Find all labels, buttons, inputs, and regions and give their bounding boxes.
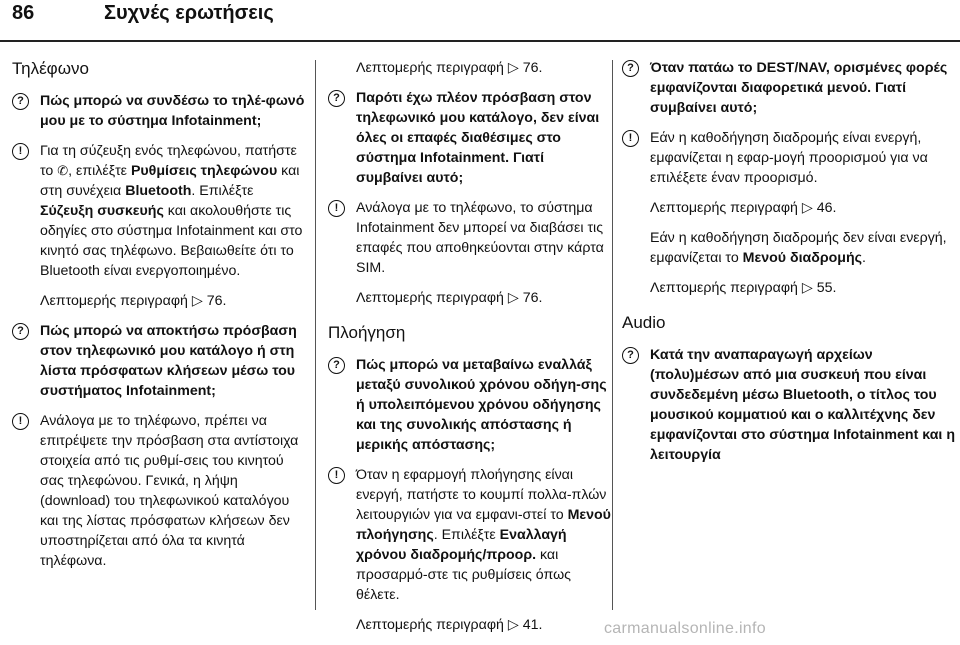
page-header xyxy=(0,0,960,42)
triangle-right-icon: ▷ xyxy=(801,200,813,216)
answer-continuation xyxy=(622,228,956,268)
answer-fragment: . Επιλέξτε xyxy=(433,527,500,543)
question-pair-phone xyxy=(12,91,306,131)
page-title: Συχνές ερωτήσεις xyxy=(104,2,274,24)
reference-line: Λεπτομερής περιγραφή ▷ 41. xyxy=(356,617,543,633)
column-2 xyxy=(328,58,611,645)
answer-fragment: και προσαρμό-στε τις ρυθμίσεις όπως θέλετε. xyxy=(356,547,571,603)
reference-page[interactable]: 41 xyxy=(522,617,539,633)
triangle-right-icon: ▷ xyxy=(507,60,519,76)
question-pair-contacts xyxy=(12,321,306,401)
question-pair-navigation xyxy=(328,355,611,455)
answer-fragment: Για τη σύζευξη ενός τηλεφώνου, πατήστε το xyxy=(40,143,297,179)
menu-term: Μενού διαδρομής xyxy=(742,250,863,266)
question-text: Όταν πατάω το DEST/NAV, ορισμένες φορές εμφανίζονται διαφορετικά μενού. Γιατί συμβαίνει αυτό; xyxy=(650,60,948,116)
reference-page[interactable]: 55 xyxy=(816,280,833,296)
menu-term: Σύζευξη συσκευής xyxy=(40,203,164,219)
answer-fragment: και στη συνέχεια xyxy=(40,163,300,199)
question-text: Παρότι έχω πλέον πρόσβαση στον τηλεφωνικό μου κατάλογο, δεν είναι όλες οι επαφές διαθέσιμες στο σύστημα Infotainment. Γιατί συμβαίνει αυτό; xyxy=(356,90,600,186)
watermark: carmanualsonline.info xyxy=(604,620,766,637)
question-pair-dest-nav xyxy=(622,58,956,118)
question-circle-icon: ? xyxy=(622,347,639,364)
triangle-right-icon: ▷ xyxy=(191,293,203,309)
reference-line: Λεπτομερής περιγραφή ▷ 46. xyxy=(650,200,837,216)
answer-fragment: και ακολουθήστε τις οδηγίες στο σύστημα Infotainment και στο κινητό σας τηλέφωνο. Βεβαιωθείτε ότι το Bluetooth είναι ενεργοποιημένο. xyxy=(40,203,303,279)
answer-text: Ανάλογα με το τηλέφωνο, πρέπει να επιτρέψετε την πρόσβαση στα αντίστοιχα στοιχεία από τις ρυθμί-σεις του κινητού σας τηλεφώνου. Γενικά, η λήψη (download) του τηλεφωνικού καταλόγου και της λίστας πρόσφατων κλήσεων δεν υποστηρίζεται από όλα τα κινητά τηλέφωνα. xyxy=(40,413,299,569)
section-heading-phone: Τηλέφωνο xyxy=(12,59,89,78)
reference-page[interactable]: 76 xyxy=(522,290,539,306)
section-heading-navigation: Πλοήγηση xyxy=(328,323,406,342)
page-number: 86 xyxy=(12,2,35,24)
reference-line: Λεπτομερής περιγραφή ▷ 76. xyxy=(356,60,543,76)
reference-line: Λεπτομερής περιγραφή ▷ 76. xyxy=(356,290,543,306)
answer-fragment: , επιλέξτε xyxy=(68,163,131,179)
answer-pair-sim xyxy=(328,198,611,278)
triangle-right-icon: ▷ xyxy=(801,280,813,296)
answer-fragment: . xyxy=(862,250,866,266)
menu-term: Ρυθμίσεις τηλεφώνου xyxy=(130,163,278,179)
answer-pair-navigation xyxy=(328,465,611,605)
triangle-right-icon: ▷ xyxy=(507,290,519,306)
column-1 xyxy=(12,58,306,581)
question-pair-audio xyxy=(622,345,956,465)
answer-text: Εάν η καθοδήγηση διαδρομής είναι ενεργή, εμφανίζεται η εφαρ-μογή προορισμού για να επιλέξετε έναν προορισμό. xyxy=(650,130,928,186)
reference-text: Λεπτομερής περιγραφή xyxy=(650,280,802,296)
info-circle-icon: ! xyxy=(12,143,29,160)
answer-fragment: Όταν η εφαρμογή πλοήγησης είναι ενεργή, πατήστε το κουμπί πολλα-πλών λειτουργιών για να εμφανι-στεί το xyxy=(356,467,607,523)
question-circle-icon: ? xyxy=(328,90,345,107)
column-divider-2 xyxy=(612,60,613,610)
reference-line: Λεπτομερής περιγραφή ▷ 76. xyxy=(40,293,227,309)
reference-text: Λεπτομερής περιγραφή xyxy=(356,617,508,633)
question-circle-icon: ? xyxy=(12,93,29,110)
info-circle-icon: ! xyxy=(328,467,345,484)
triangle-right-icon: ▷ xyxy=(507,617,519,633)
info-circle-icon: ! xyxy=(622,130,639,147)
question-pair-sim xyxy=(328,88,611,188)
reference-text: Λεπτομερής περιγραφή xyxy=(650,200,802,216)
answer-fragment: Εάν η καθοδήγηση διαδρομής δεν είναι ενεργή, εμφανίζεται το xyxy=(650,230,947,266)
question-circle-icon: ? xyxy=(328,357,345,374)
answer-text: Ανάλογα με το τηλέφωνο, το σύστημα Infotainment δεν μπορεί να διαβάσει τις επαφές που αποθηκεύονται στην κάρτα SIM. xyxy=(356,200,604,276)
reference-page[interactable]: 76 xyxy=(206,293,223,309)
question-text: Πώς μπορώ να αποκτήσω πρόσβαση στον τηλεφωνικό μου κατάλογο ή στη λίστα πρόσφατων κλήσεων μέσω του συστήματος Infotainment; xyxy=(40,323,297,399)
reference-text: Λεπτομερής περιγραφή xyxy=(356,60,508,76)
info-circle-icon: ! xyxy=(328,200,345,217)
answer-pair-dest-nav xyxy=(622,128,956,188)
question-circle-icon: ? xyxy=(622,60,639,77)
menu-term: Bluetooth xyxy=(125,183,192,199)
reference-text: Λεπτομερής περιγραφή xyxy=(40,293,192,309)
menu-term: Εναλλαγή χρόνου διαδρομής/προορ. xyxy=(356,527,567,563)
answer-pair-contacts xyxy=(12,411,306,571)
column-divider-1 xyxy=(315,60,316,610)
menu-term: Μενού πλοήγησης xyxy=(356,507,611,543)
section-heading-audio: Audio xyxy=(622,313,666,332)
question-text: Πώς μπορώ να συνδέσω το τηλέ-φωνό μου με το σύστημα Infotainment; xyxy=(40,93,305,129)
reference-page[interactable]: 76 xyxy=(522,60,539,76)
reference-page[interactable]: 46 xyxy=(816,200,833,216)
phone-call-icon: ✆ xyxy=(57,163,69,178)
info-circle-icon: ! xyxy=(12,413,29,430)
answer-text xyxy=(356,467,611,603)
answer-fragment: . Επιλέξτε xyxy=(191,183,254,199)
column-3 xyxy=(622,58,956,475)
reference-text: Λεπτομερής περιγραφή xyxy=(356,290,508,306)
reference-line: Λεπτομερής περιγραφή ▷ 55. xyxy=(650,280,837,296)
answer-text xyxy=(40,143,302,279)
question-text: Πώς μπορώ να μεταβαίνω εναλλάξ μεταξύ συνολικού χρόνου οδήγη-σης ή υπολειπόμενου χρόνου οδήγησης και της συνολικής απόστασης ή μερικής απόστασης; xyxy=(356,357,607,453)
question-circle-icon: ? xyxy=(12,323,29,340)
answer-pair-phone xyxy=(12,141,306,281)
question-text: Κατά την αναπαραγωγή αρχείων (πολυ)μέσων από μια συσκευή που είναι συνδεδεμένη μέσω Bluetooth, ο τίτλος του μουσικού κομματιού και ο καλλιτέχνης δεν εμφανίζονται στο σύστημα Infotainment και η λειτουργία xyxy=(650,347,955,463)
